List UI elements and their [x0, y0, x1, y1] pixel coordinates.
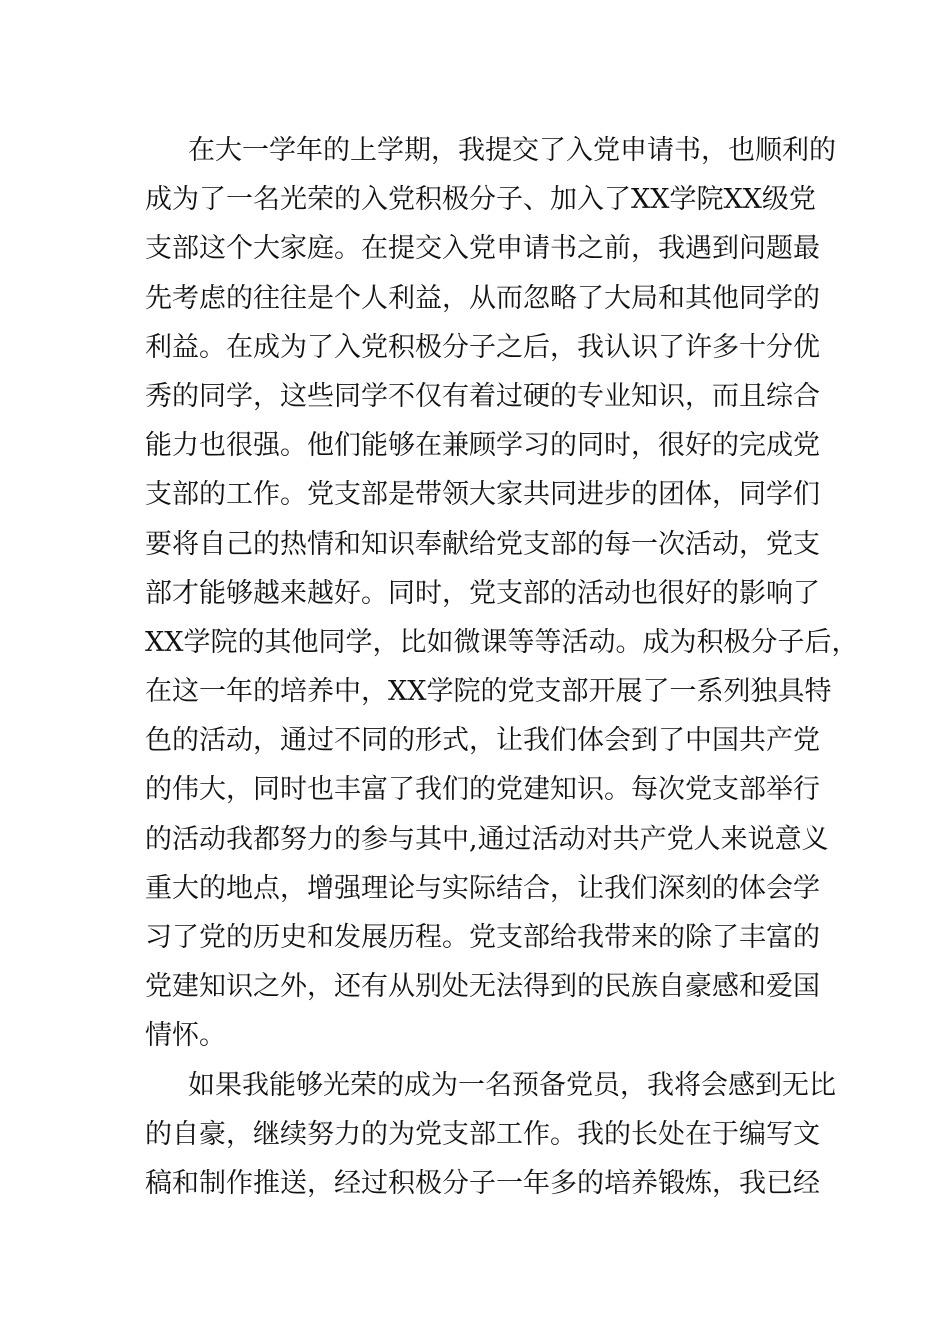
paragraph-2	[145, 1061, 836, 1209]
text-line: 情怀。	[145, 1020, 226, 1052]
text-line: 利益。在成为了入党积极分子之后，我认识了许多十分优	[145, 331, 820, 363]
text-line: 支部的工作。党支部是带领大家共同进步的团体，同学们	[145, 479, 820, 511]
text-line: 如果我能够光荣的成为一名预备党员，我将会感到无比	[188, 1069, 836, 1101]
text-line: 党建知识之外，还有从别处无法得到的民族自豪感和爱国	[145, 971, 820, 1003]
text-line: 支部这个大家庭。在提交入党申请书之前，我遇到问题最	[145, 233, 820, 265]
text-line: 色的活动，通过不同的形式，让我们体会到了中国共产党	[145, 725, 820, 757]
text-line: 在这一年的培养中，XX学院的党支部开展了一系列独具特	[145, 676, 832, 708]
text-line: 成为了一名光荣的入党积极分子、加入了XX学院XX级党	[145, 184, 816, 216]
text-line: 部才能够越来越好。同时，党支部的活动也很好的影响了	[145, 577, 820, 609]
text-line: 的伟大，同时也丰富了我们的党建知识。每次党支部举行	[145, 774, 820, 806]
text-line: 稿和制作推送，经过积极分子一年多的培养锻炼，我已经	[145, 1167, 820, 1199]
text-line: 能力也很强。他们能够在兼顾学习的同时，很好的完成党	[145, 430, 820, 462]
document-body	[145, 126, 859, 1208]
text-line: XX学院的其他同学，比如微课等等活动。成为积极分子后，	[145, 626, 859, 658]
text-line: 的活动我都努力的参与其中,通过活动对共产党人来说意义	[145, 823, 829, 855]
text-line: 先考虑的往往是个人利益，从而忽略了大局和其他同学的	[145, 282, 820, 314]
paragraph-1	[145, 126, 859, 1061]
text-line: 要将自己的热情和知识奉献给党支部的每一次活动，党支	[145, 528, 820, 560]
text-line: 习了党的历史和发展历程。党支部给我带来的除了丰富的	[145, 922, 820, 953]
text-line: 秀的同学，这些同学不仅有着过硬的专业知识，而且综合	[145, 380, 820, 412]
text-line: 重大的地点，增强理论与实际结合，让我们深刻的体会学	[145, 872, 820, 904]
text-line: 在大一学年的上学期，我提交了入党申请书，也顺利的	[188, 135, 836, 166]
text-line: 的自豪，继续努力的为党支部工作。我的长处在于编写文	[145, 1118, 820, 1150]
